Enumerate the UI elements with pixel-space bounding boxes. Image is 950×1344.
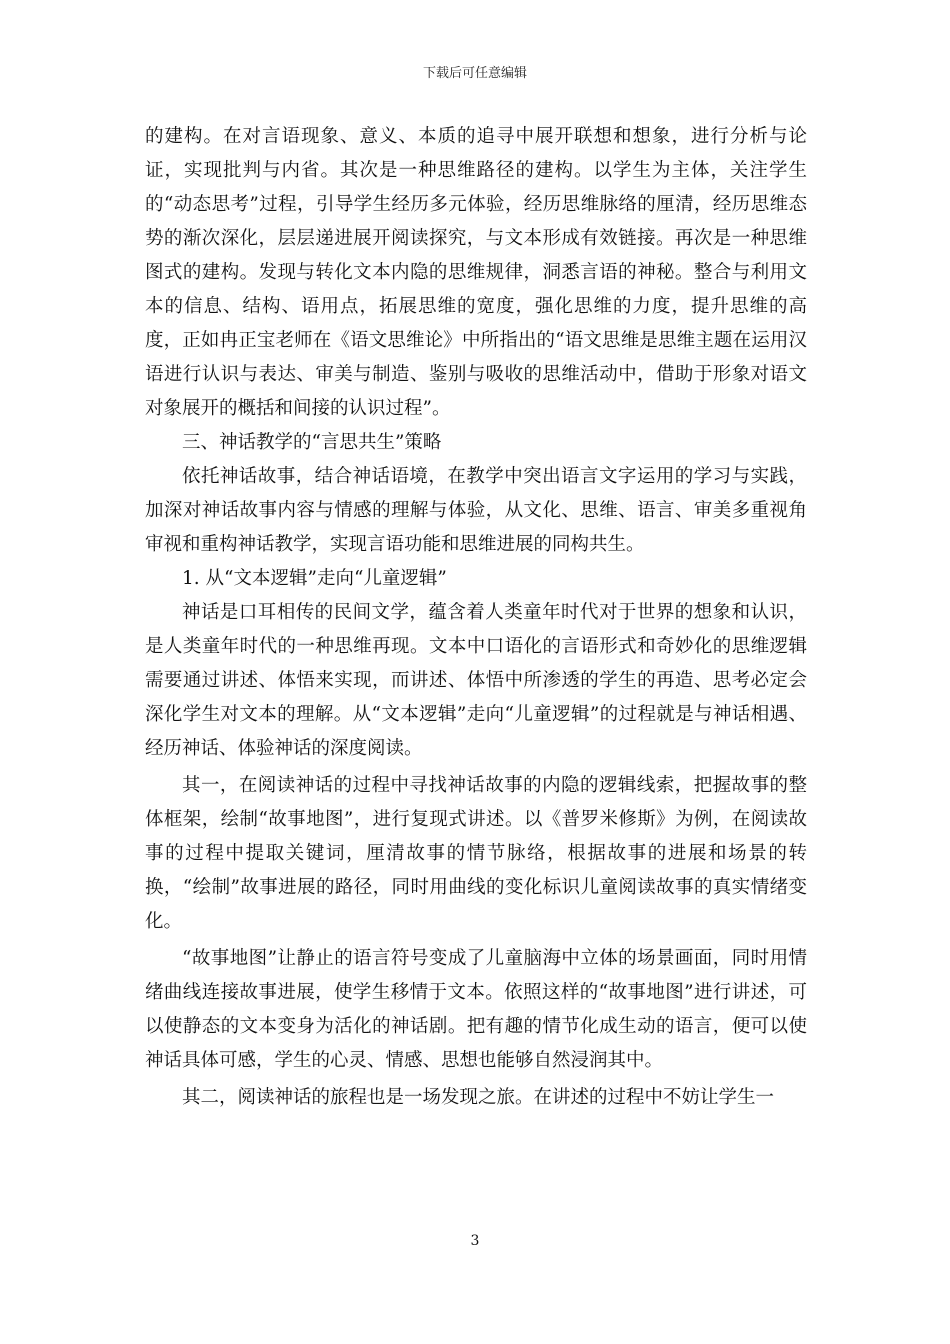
subsection-heading: 1. 从“文本逻辑”走向“儿童逻辑” — [182, 568, 447, 589]
paragraph: 神话是口耳相传的民间文学，蕴含着人类童年时代对于世界的想象和认识，是人类童年时代的一种思维再现。文本中口语化的言语形式和奇妙化的思维逻辑需要通过讲述、体悟来实现，而讲述、体悟中所渗透的学生的再造、思考必定会深化学生对文本的理解。从“文本逻辑”走向“儿童逻辑”的过程就是与神话相遇、经历神话、体验神话的深度阅读。 — [145, 602, 807, 759]
page-header: 下载后可任意编辑 — [422, 66, 527, 81]
paragraph: “故事地图”让静止的语言符号变成了儿童脑海中立体的场景画面，同时用情绪曲线连接故事进展，使学生移情于文本。依照这样的“故事地图”进行讲述，可以使静态的文本变身为活化的神话剧。把有趣的情节化成生动的语言，便可以使神话具体可感，学生的心灵、情感、思想也能够自然浸润其中。 — [145, 948, 807, 1071]
section-heading: 三、神话教学的“言思共生”策略 — [182, 432, 442, 453]
paragraph-continuation: 的建构。在对言语现象、意义、本质的追寻中展开联想和想象，进行分析与论证，实现批判与内省。其次是一种思维路径的建构。以学生为主体，关注学生的“动态思考”过程，引导学生经历多元体验，经历思维脉络的厘清，经历思维态势的渐次深化，层层递进展开阅读探究，与文本形成有效链接。再次是一种思维图式的建构。发现与转化文本内隐的思维规律，洞悉言语的神秘。整合与利用文本的信息、结构、语用点，拓展思维的宽度，强化思维的力度，提升思维的高度，正如冉正宝老师在《语文思维论》中所指出的“语文思维是思维主题在运用汉语进行认识与表达、审美与制造、鉴别与吸收的思维活动中，借助于形象对语文对象展开的概括和间接的认识过程”。 — [145, 126, 807, 419]
page-number: 3 — [470, 1233, 480, 1249]
paragraph: 其二，阅读神话的旅程也是一场发现之旅。在讲述的过程中不妨让学生一 — [182, 1087, 775, 1108]
document-body — [145, 120, 807, 1115]
paragraph: 其一，在阅读神话的过程中寻找神话故事的内隐的逻辑线索，把握故事的整体框架，绘制“故事地图”，进行复现式讲述。以《普罗米修斯》为例，在阅读故事的过程中提取关键词，厘清故事的情节脉络，根据故事的进展和场景的转换，“绘制”故事进展的路径，同时用曲线的变化标识儿童阅读故事的真实情绪变化。 — [145, 775, 807, 932]
paragraph: 依托神话故事，结合神话语境，在教学中突出语言文字运用的学习与实践，加深对神话故事内容与情感的理解与体验，从文化、思维、语言、审美多重视角审视和重构神话教学，实现言语功能和思维进展的同构共生。 — [145, 466, 807, 555]
